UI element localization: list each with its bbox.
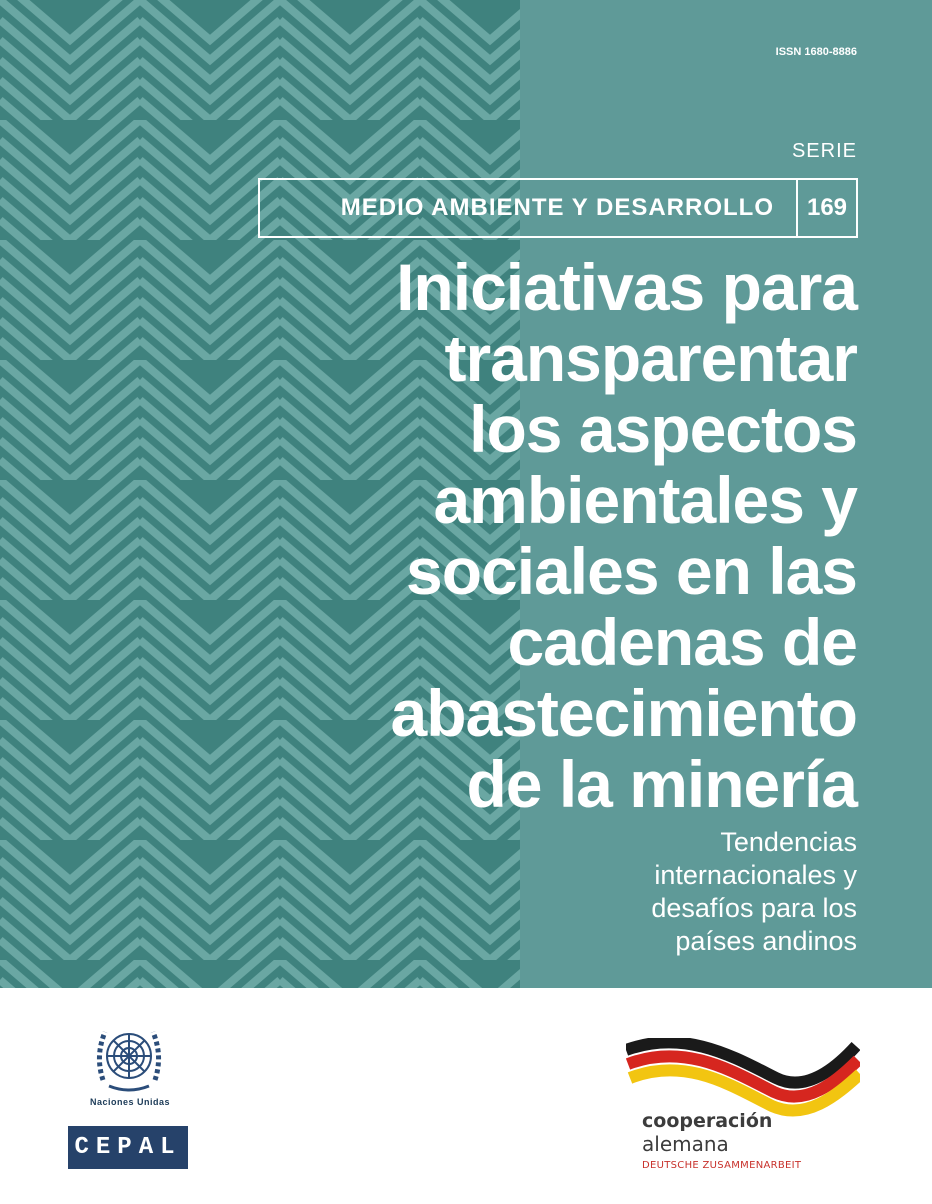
title-line: de la minería — [466, 747, 857, 821]
subtitle-line: Tendencias — [720, 827, 857, 857]
deutsche-zusammenarbeit-text: DEUTSCHE ZUSAMMENARBEIT — [642, 1160, 802, 1171]
document-title — [337, 252, 857, 820]
title-line: sociales en las — [406, 534, 857, 608]
un-emblem-icon — [89, 1020, 169, 1096]
document-subtitle — [537, 826, 857, 958]
cepal-logo: CEPAL — [68, 1126, 188, 1169]
cooperacion-text: cooperación — [642, 1110, 773, 1132]
series-number: 169 — [806, 194, 848, 221]
alemana-text: alemana — [642, 1132, 729, 1156]
series-box — [258, 178, 858, 238]
issn: ISSN 1680-8886 — [775, 46, 857, 58]
serie-label: SERIE — [791, 140, 857, 162]
title-line: Iniciativas para — [396, 250, 857, 324]
title-line: abastecimiento — [390, 676, 857, 750]
subtitle-line: desafíos para los — [651, 893, 857, 923]
series-name: MEDIO AMBIENTE Y DESARROLLO — [260, 180, 798, 236]
subtitle-line: internacionales y — [654, 860, 857, 890]
un-label: Naciones Unidas — [89, 1097, 171, 1107]
title-line: los aspectos — [469, 392, 857, 466]
title-line: ambientales y — [433, 463, 857, 537]
title-line: transparentar — [444, 321, 857, 395]
title-line: cadenas de — [507, 605, 857, 679]
subtitle-line: países andinos — [675, 926, 857, 956]
